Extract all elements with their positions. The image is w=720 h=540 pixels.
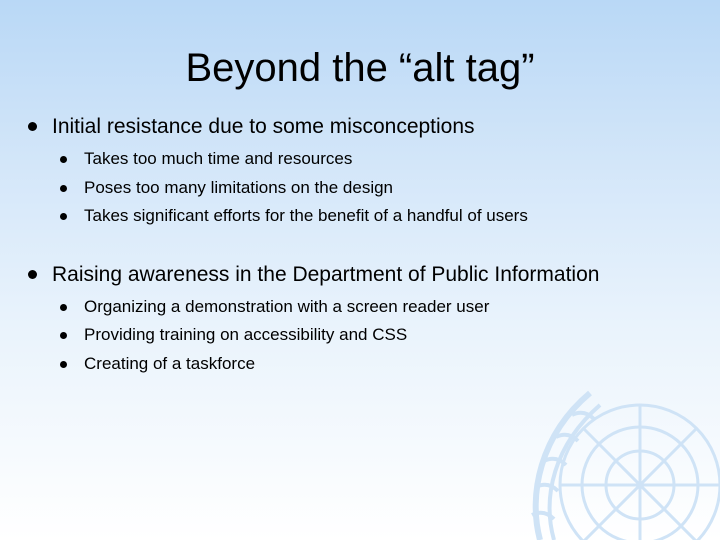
sub-bullet-item <box>58 145 698 174</box>
bullet-item <box>28 261 698 289</box>
bullet-dot-icon <box>60 156 67 163</box>
bullet-text: Raising awareness in the Department of Public Information <box>52 262 600 286</box>
slide-content <box>28 113 698 378</box>
sub-bullet-item <box>58 202 698 231</box>
bullet-dot-icon <box>60 304 67 311</box>
bullet-section <box>28 113 698 231</box>
sub-bullet-list <box>58 293 698 379</box>
sub-bullet-text: Takes significant efforts for the benefit of a handful of users <box>84 206 528 225</box>
un-emblem-icon <box>520 375 720 540</box>
bullet-dot-icon <box>28 270 37 279</box>
sub-bullet-text: Creating of a taskforce <box>84 353 256 373</box>
sub-bullet-item <box>58 174 698 203</box>
sub-bullet-item <box>58 350 698 379</box>
sub-bullet-text: Takes too much time and resources <box>84 149 353 168</box>
sub-bullet-text: Organizing a demonstration with a screen reader user <box>84 296 490 316</box>
bullet-dot-icon <box>60 185 67 192</box>
slide-title: Beyond the “alt tag” <box>185 46 535 90</box>
sub-bullet-text: Poses too many limitations on the design <box>84 177 394 197</box>
bullet-text: Initial resistance due to some misconceptions <box>52 115 475 138</box>
sub-bullet-item <box>58 293 698 322</box>
bullet-item <box>28 113 698 141</box>
sub-bullet-list <box>58 145 698 231</box>
sub-bullet-item <box>58 321 698 350</box>
bullet-section <box>28 261 698 379</box>
bullet-dot-icon <box>28 122 37 131</box>
bullet-dot-icon <box>60 332 67 339</box>
bullet-dot-icon <box>60 361 67 368</box>
sub-bullet-text: Providing training on accessibility and CSS <box>84 325 408 344</box>
bullet-dot-icon <box>60 213 67 220</box>
